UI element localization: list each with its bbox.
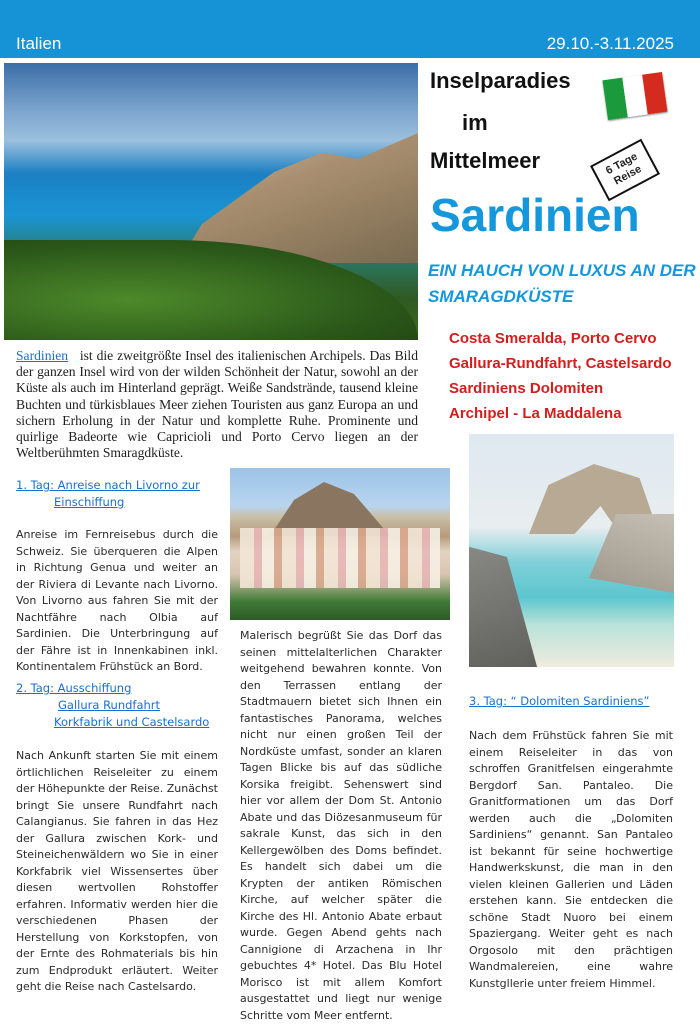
day3-text: Nach dem Frühstück fahren Sie mit einem Reiseleiter in das von schroffen Granitfelsen eingerahmte Bergdorf San. Pantaleo. Die Granitformationen um das Dorf werden auch die „Dolomiten Sardiniens“ genannt. San Pantaleo ist bekannt für seine hochwertige Handwerkskunst, die man in den vielen kleinen Gallerien und Läden erstehen kann. Sie entdecken die schöne Stadt Nuoro bei einem Spaziergang. Weiter geht es nach Orgosolo mit den prächtigen Wandmalereien, eine wahre Kunstgllerie unter freiem Himmel.	[469, 729, 673, 990]
intro-paragraph	[16, 348, 418, 461]
day2-text: Nach Ankunft starten Sie mit einem örtlichlichen Reiseleiter zu einem der Höhepunkte der Reise. Zunächst bringt Sie unsere Rundfahrt nach Calangianus. Sie fahren in das Hez der Gallura zwischen Kork- und Steineichenwäldern wo Sie in einer Korkfabrik viel Wissensertes über diesen wertvollen Rohstoffer erfahren. Informativ werden hier die verschiedenen Phasen der Herstellung von Korkstopfen, von der Ernte des Rohmaterials bis hin zum Endprodukt erläutert. Weiter geht die Reise nach Castelsardo.	[16, 749, 218, 993]
day1-text: Anreise im Fernreisebus durch die Schweiz. Sie überqueren die Alpen in Richtung Genua und weiter an der Riviera di Levante nach Livorno. Von Livorno aus fahren Sie mit der Nachtfähre nach Olbia auf Sardinien. Die Unterbringung auf der Fähre ist in Innenkabinen inkl. Kontinentalem Frühstück an Bord.	[16, 528, 218, 673]
sardinien-link[interactable]: Sardinien	[16, 348, 69, 363]
day2-continued-text: Malerisch begrüßt Sie das Dorf das seinen mittelalterlichen Charakter weitgehend bewahren konnte. Von den Terrassen entlang der Stadtmauern bietet sich Ihnen ein fantastisches Panorama, welches nicht nur einen großen Teil der Nordküste umfast, sonder an klaren Tagen Blicke bis auf das südliche Korsika freigibt. Sehenswert sind hier vor allem der Dom St. Antonio Abate und das Diözesanmuseum für sakrale Kunst, das sich in den Kellergewölben des Doms befindet. Es handelt sich dabei um die Krypten der antiken Römischen Kirche, auf welcher später die Kirche des Hl. Antonio Abate erbaut wurde. Gegen Abend gehts nach Cannigione di Arzachena in Ihr gebuchtes 4* Hotel. Das Blu Hotel Morisco ist mit allem Komfort ausgestattet und liegt nur wenige Schritte vom Meer entfernt.	[240, 629, 442, 1022]
day1-heading: 1. Tag: Anreise nach Livorno zur Einschiffung	[16, 478, 200, 509]
highlight-item: Costa Smeralda, Porto Cervo	[449, 330, 657, 347]
day2-heading: 2. Tag: Ausschiffung Gallura Rundfahrt Korkfabrik und Castelsardo	[16, 681, 210, 729]
castelsardo-photo	[230, 468, 450, 620]
hill-shape	[270, 476, 390, 536]
duration-badge: 6 Tage Reise	[590, 139, 660, 202]
italy-flag-icon	[603, 72, 668, 120]
highlight-item: Gallura-Rundfahrt, Castelsardo	[449, 355, 672, 372]
subtitle: EIN HAUCH VON LUXUS AN DER SMARAGDKÜSTE	[428, 261, 696, 306]
title-line-2: im	[462, 110, 488, 135]
travel-dates: 29.10.-3.11.2025	[546, 34, 674, 53]
rock-left-shape	[469, 544, 539, 667]
highlight-item: Sardiniens Dolomiten	[449, 380, 604, 397]
title-line-1: Inselparadies	[430, 68, 571, 93]
intro-text: ist die zweitgrößte Insel des italienischen Archipels. Das Bild der ganzen Insel wird von der wilden Schönheit der Natur, sowohl an der Küste als auch im Hinterland geprägt. Weiße Sandstrände, tausend kleine Buchten und türkisblaues Meer ziehen Touristen aus ganz Europa an und sichern Erholung in der Natur und komplette Ruhe. Prominente und quirlige Badeorte wie Capricioli und Porto Cervo liegen an der Weltberühmten Smaragdküste.	[16, 348, 418, 461]
destination-title: Sardinien	[430, 189, 640, 241]
highlight-item: Archipel - La Maddalena	[449, 405, 622, 422]
beach-photo	[469, 434, 674, 667]
title-line-3: Mittelmeer	[430, 148, 541, 173]
day3-heading: 3. Tag: “ Dolomiten Sardiniens”	[469, 694, 650, 708]
houses-shape	[240, 528, 440, 588]
header-bar	[0, 0, 700, 58]
rock-right-shape	[589, 514, 674, 594]
coast-photo	[4, 63, 418, 340]
country-label: Italien	[16, 34, 62, 53]
highlights-list	[449, 326, 672, 426]
